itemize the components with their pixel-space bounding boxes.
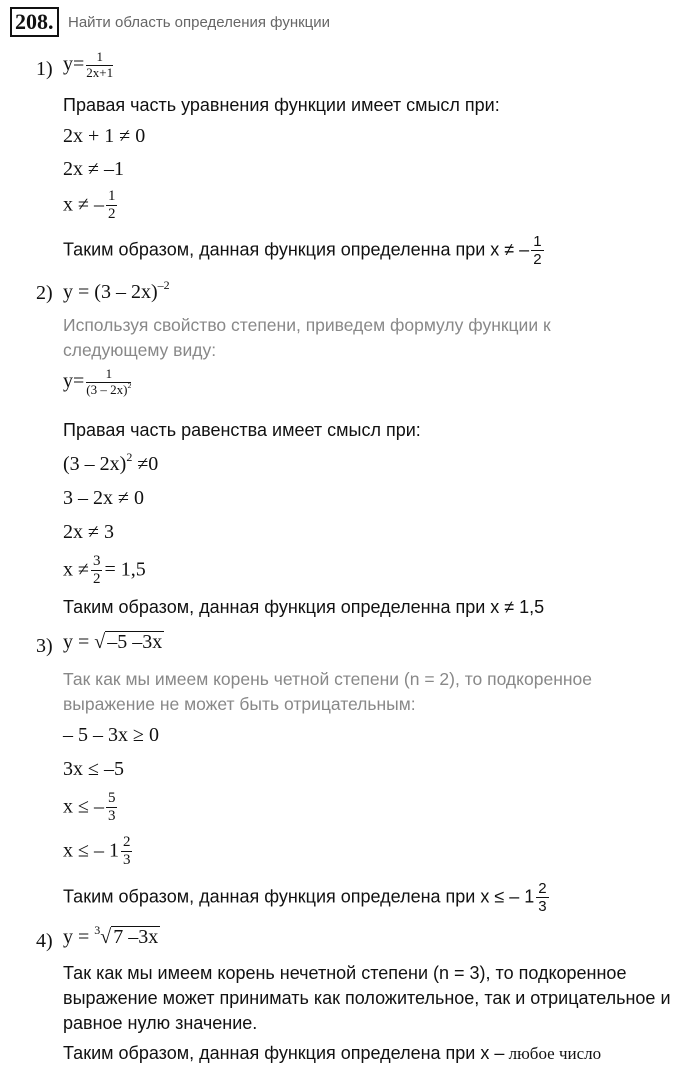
item-3-gray-text: Так как мы имеем корень четной степени (n = 2), то подкоренное выражение не может быть отрицательным: bbox=[63, 669, 592, 714]
item-1-conclusion: Таким образом, данная функция определенна при x ≠ – $\frac{1}{2}$ bbox=[63, 233, 542, 269]
item-1-number: 1) bbox=[36, 58, 53, 80]
item-1-formula: y= $\frac{1}{2x+1}$ bbox=[63, 49, 114, 80]
root-index: 3 bbox=[94, 923, 101, 937]
item-2-step3: 2x ≠ 3 bbox=[63, 521, 114, 543]
item-3-step3: x ≤ – $\frac{5}{3}$ bbox=[63, 790, 116, 825]
item-4-conclusion: Таким образом, данная функция определена при x – любое число bbox=[63, 1043, 602, 1063]
item-2-step1: (3 – 2x)$^2$ ≠0 bbox=[63, 450, 159, 475]
item-3-number: 3) bbox=[36, 635, 53, 657]
item-3-conclusion: Таким образом, данная функция определена при x ≤ – 1 $\frac{2}{3}$ bbox=[63, 880, 547, 916]
item-2-step4: x ≠ $\frac{3}{2}$ = 1,5 bbox=[63, 553, 146, 588]
item-2-formula2: y= $\frac{1}{(3 - 2x)^2}$ bbox=[63, 366, 132, 397]
item-3-step2: 3x ≤ –5 bbox=[63, 758, 124, 780]
radical-sign-icon: √ bbox=[94, 631, 106, 653]
problem-title: Найти область определения функции bbox=[68, 14, 331, 31]
radical-sign-icon: √ bbox=[100, 926, 112, 948]
item-1-step1: 2x + 1 ≠ 0 bbox=[63, 125, 146, 147]
item-2-conclusion: Таким образом, данная функция определенна при x ≠ 1,5 bbox=[63, 597, 545, 617]
item-3-step1: – 5 – 3x ≥ 0 bbox=[63, 724, 159, 746]
item-2-number: 2) bbox=[36, 282, 53, 304]
item-3-step4: x ≤ – 1 $\frac{2}{3}$ bbox=[63, 834, 131, 869]
item-2-line1: Правая часть равенства имеет смысл при: bbox=[63, 420, 421, 440]
item-3-formula: y = √ –5 –3x bbox=[63, 631, 163, 653]
problem-number: 208. bbox=[10, 7, 59, 37]
item-4-formula: y = $^3$√ 7 –3x bbox=[63, 923, 159, 948]
item-2-step2: 3 – 2x ≠ 0 bbox=[63, 487, 144, 509]
item-1-line1: Правая часть уравнения функции имеет смысл при: bbox=[63, 95, 500, 115]
item-4-number: 4) bbox=[36, 930, 53, 952]
item-2-gray-text: Используя свойство степени, приведем формулу функции к следующему виду: bbox=[63, 315, 551, 360]
item-1-step2: 2x ≠ –1 bbox=[63, 158, 124, 180]
item-4-text: Так как мы имеем корень нечетной степени (n = 3), то подкоренное выражение может принимать как положительное, так и отрицательное и равное нулю значение. bbox=[63, 963, 671, 1033]
item-1-step3: x ≠ – $\frac{1}{2}$ bbox=[63, 188, 116, 223]
item-2-formula: y = (3 – 2x)$^{-2}$ bbox=[63, 278, 170, 303]
